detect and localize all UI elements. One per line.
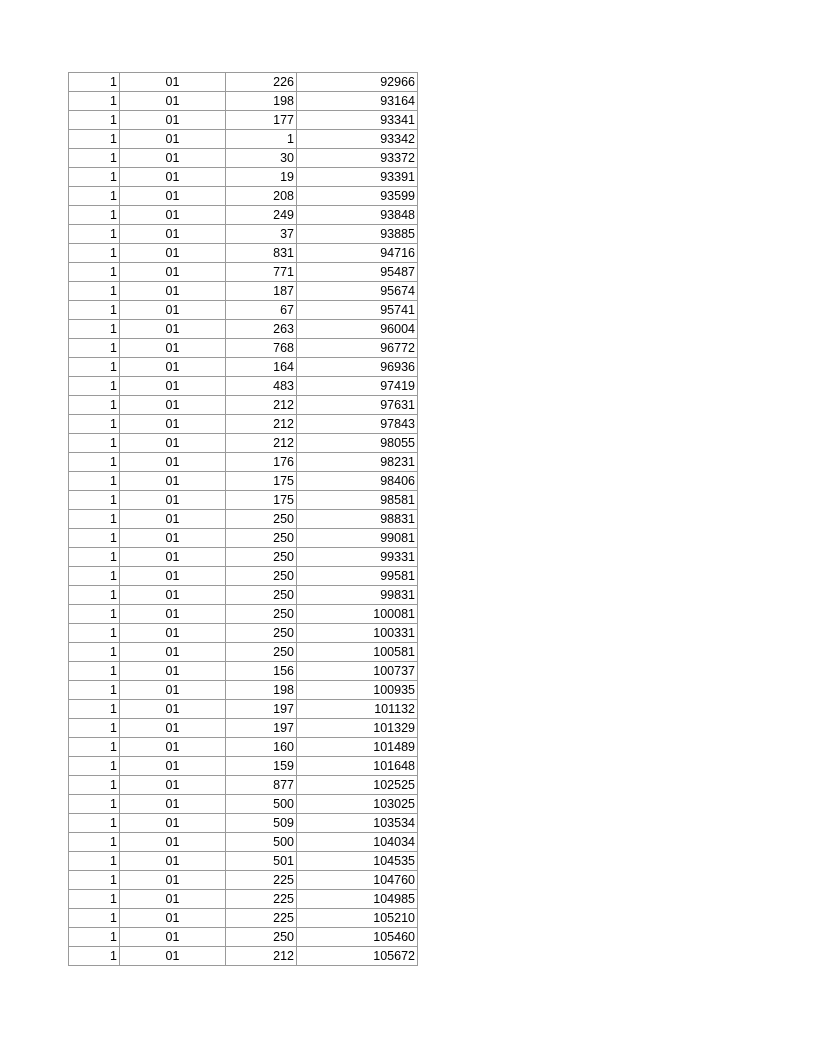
table-row xyxy=(69,586,418,605)
table-cell-col-c: 37 xyxy=(226,225,297,244)
table-cell-col-a: 1 xyxy=(69,187,120,206)
table-cell-col-d: 92966 xyxy=(297,73,418,92)
table-cell-col-c: 501 xyxy=(226,852,297,871)
table-cell-col-c: 483 xyxy=(226,377,297,396)
table-cell-col-d: 102525 xyxy=(297,776,418,795)
table-cell-col-d: 103534 xyxy=(297,814,418,833)
table-cell-col-c: 225 xyxy=(226,890,297,909)
table-cell-col-c: 250 xyxy=(226,605,297,624)
table-cell-col-b: 01 xyxy=(120,168,226,187)
table-cell-col-a: 1 xyxy=(69,643,120,662)
table-cell-col-d: 99831 xyxy=(297,586,418,605)
table-cell-col-c: 250 xyxy=(226,586,297,605)
table-cell-col-c: 250 xyxy=(226,548,297,567)
table-cell-col-d: 105672 xyxy=(297,947,418,966)
table-cell-col-d: 100935 xyxy=(297,681,418,700)
table-cell-col-d: 100081 xyxy=(297,605,418,624)
table-cell-col-a: 1 xyxy=(69,662,120,681)
table-cell-col-c: 176 xyxy=(226,453,297,472)
table-cell-col-d: 101489 xyxy=(297,738,418,757)
table-cell-col-a: 1 xyxy=(69,396,120,415)
table-cell-col-b: 01 xyxy=(120,301,226,320)
table-cell-col-b: 01 xyxy=(120,282,226,301)
table-row xyxy=(69,890,418,909)
table-cell-col-b: 01 xyxy=(120,586,226,605)
table-cell-col-b: 01 xyxy=(120,225,226,244)
table-cell-col-a: 1 xyxy=(69,681,120,700)
table-cell-col-b: 01 xyxy=(120,909,226,928)
table-cell-col-a: 1 xyxy=(69,320,120,339)
table-cell-col-c: 30 xyxy=(226,149,297,168)
table-cell-col-b: 01 xyxy=(120,852,226,871)
table-cell-col-c: 212 xyxy=(226,415,297,434)
table-cell-col-a: 1 xyxy=(69,586,120,605)
table-body xyxy=(69,73,418,966)
table-row xyxy=(69,111,418,130)
table-cell-col-b: 01 xyxy=(120,130,226,149)
table-row xyxy=(69,225,418,244)
table-row xyxy=(69,339,418,358)
table-cell-col-b: 01 xyxy=(120,776,226,795)
table-cell-col-b: 01 xyxy=(120,548,226,567)
table-row xyxy=(69,472,418,491)
table-cell-col-d: 97419 xyxy=(297,377,418,396)
table-cell-col-a: 1 xyxy=(69,491,120,510)
table-cell-col-b: 01 xyxy=(120,472,226,491)
table-cell-col-a: 1 xyxy=(69,947,120,966)
table-cell-col-d: 103025 xyxy=(297,795,418,814)
table-cell-col-b: 01 xyxy=(120,890,226,909)
table-cell-col-b: 01 xyxy=(120,662,226,681)
table-cell-col-a: 1 xyxy=(69,871,120,890)
table-cell-col-d: 93599 xyxy=(297,187,418,206)
table-cell-col-a: 1 xyxy=(69,92,120,111)
table-cell-col-c: 225 xyxy=(226,909,297,928)
table-cell-col-c: 175 xyxy=(226,472,297,491)
table-cell-col-b: 01 xyxy=(120,92,226,111)
table-cell-col-a: 1 xyxy=(69,605,120,624)
table-cell-col-d: 104034 xyxy=(297,833,418,852)
table-cell-col-c: 250 xyxy=(226,643,297,662)
table-cell-col-b: 01 xyxy=(120,434,226,453)
table-cell-col-b: 01 xyxy=(120,643,226,662)
table-cell-col-a: 1 xyxy=(69,472,120,491)
table-cell-col-a: 1 xyxy=(69,719,120,738)
table-cell-col-d: 101329 xyxy=(297,719,418,738)
table-cell-col-c: 509 xyxy=(226,814,297,833)
table-cell-col-b: 01 xyxy=(120,871,226,890)
table-cell-col-b: 01 xyxy=(120,814,226,833)
table-cell-col-c: 197 xyxy=(226,700,297,719)
table-cell-col-b: 01 xyxy=(120,377,226,396)
table-cell-col-a: 1 xyxy=(69,415,120,434)
table-cell-col-c: 67 xyxy=(226,301,297,320)
table-cell-col-b: 01 xyxy=(120,795,226,814)
table-cell-col-b: 01 xyxy=(120,624,226,643)
table-row xyxy=(69,187,418,206)
table-cell-col-d: 96936 xyxy=(297,358,418,377)
table-row xyxy=(69,263,418,282)
table-cell-col-b: 01 xyxy=(120,358,226,377)
table-row xyxy=(69,529,418,548)
table-cell-col-a: 1 xyxy=(69,282,120,301)
table-cell-col-b: 01 xyxy=(120,681,226,700)
table-row xyxy=(69,567,418,586)
table-cell-col-a: 1 xyxy=(69,833,120,852)
table-cell-col-a: 1 xyxy=(69,301,120,320)
table-row xyxy=(69,73,418,92)
table-row xyxy=(69,814,418,833)
table-cell-col-c: 160 xyxy=(226,738,297,757)
table-cell-col-d: 100331 xyxy=(297,624,418,643)
table-cell-col-d: 101648 xyxy=(297,757,418,776)
table-cell-col-b: 01 xyxy=(120,263,226,282)
table-row xyxy=(69,510,418,529)
table-row xyxy=(69,282,418,301)
table-cell-col-d: 101132 xyxy=(297,700,418,719)
table-cell-col-c: 250 xyxy=(226,510,297,529)
table-cell-col-b: 01 xyxy=(120,339,226,358)
table-row xyxy=(69,168,418,187)
table-cell-col-d: 93391 xyxy=(297,168,418,187)
table-row xyxy=(69,244,418,263)
table-cell-col-d: 104535 xyxy=(297,852,418,871)
table-cell-col-d: 95741 xyxy=(297,301,418,320)
table-row xyxy=(69,396,418,415)
table-cell-col-b: 01 xyxy=(120,833,226,852)
table-cell-col-d: 94716 xyxy=(297,244,418,263)
table-cell-col-d: 99581 xyxy=(297,567,418,586)
table-cell-col-d: 97631 xyxy=(297,396,418,415)
table-cell-col-b: 01 xyxy=(120,206,226,225)
table-cell-col-d: 93164 xyxy=(297,92,418,111)
table-cell-col-a: 1 xyxy=(69,168,120,187)
table-cell-col-b: 01 xyxy=(120,73,226,92)
table-cell-col-c: 250 xyxy=(226,529,297,548)
table-row xyxy=(69,320,418,339)
table-cell-col-c: 263 xyxy=(226,320,297,339)
table-cell-col-c: 212 xyxy=(226,947,297,966)
table-cell-col-d: 104760 xyxy=(297,871,418,890)
table-cell-col-c: 250 xyxy=(226,928,297,947)
table-row xyxy=(69,358,418,377)
table-cell-col-d: 105460 xyxy=(297,928,418,947)
table-cell-col-a: 1 xyxy=(69,814,120,833)
table-cell-col-a: 1 xyxy=(69,453,120,472)
table-cell-col-d: 105210 xyxy=(297,909,418,928)
table-cell-col-d: 96772 xyxy=(297,339,418,358)
table-cell-col-b: 01 xyxy=(120,491,226,510)
table-cell-col-a: 1 xyxy=(69,130,120,149)
table-row xyxy=(69,624,418,643)
table-row xyxy=(69,149,418,168)
table-row xyxy=(69,662,418,681)
table-cell-col-a: 1 xyxy=(69,434,120,453)
table-row xyxy=(69,643,418,662)
table-cell-col-b: 01 xyxy=(120,244,226,263)
table-cell-col-c: 1 xyxy=(226,130,297,149)
table-cell-col-d: 99331 xyxy=(297,548,418,567)
table-row xyxy=(69,681,418,700)
table-cell-col-b: 01 xyxy=(120,928,226,947)
table-cell-col-b: 01 xyxy=(120,567,226,586)
table-cell-col-b: 01 xyxy=(120,415,226,434)
table-row xyxy=(69,206,418,225)
table-cell-col-a: 1 xyxy=(69,206,120,225)
table-row xyxy=(69,871,418,890)
table-cell-col-c: 164 xyxy=(226,358,297,377)
table-cell-col-a: 1 xyxy=(69,73,120,92)
table-row xyxy=(69,833,418,852)
table-cell-col-a: 1 xyxy=(69,757,120,776)
table-cell-col-a: 1 xyxy=(69,700,120,719)
table-cell-col-d: 98831 xyxy=(297,510,418,529)
table-row xyxy=(69,491,418,510)
table-cell-col-a: 1 xyxy=(69,567,120,586)
table-cell-col-b: 01 xyxy=(120,700,226,719)
table-row xyxy=(69,757,418,776)
table-row xyxy=(69,130,418,149)
table-cell-col-d: 93342 xyxy=(297,130,418,149)
table-cell-col-c: 159 xyxy=(226,757,297,776)
table-row xyxy=(69,852,418,871)
table-row xyxy=(69,377,418,396)
table-cell-col-d: 93372 xyxy=(297,149,418,168)
table-cell-col-c: 768 xyxy=(226,339,297,358)
table-row xyxy=(69,434,418,453)
table-cell-col-b: 01 xyxy=(120,947,226,966)
table-cell-col-c: 212 xyxy=(226,434,297,453)
table-cell-col-b: 01 xyxy=(120,320,226,339)
table-cell-col-a: 1 xyxy=(69,244,120,263)
table-cell-col-c: 226 xyxy=(226,73,297,92)
table-row xyxy=(69,453,418,472)
table-cell-col-a: 1 xyxy=(69,624,120,643)
table-cell-col-a: 1 xyxy=(69,529,120,548)
table-cell-col-d: 98581 xyxy=(297,491,418,510)
table-cell-col-a: 1 xyxy=(69,377,120,396)
table-cell-col-b: 01 xyxy=(120,111,226,130)
table-cell-col-c: 225 xyxy=(226,871,297,890)
table-row xyxy=(69,301,418,320)
table-cell-col-b: 01 xyxy=(120,605,226,624)
table-row xyxy=(69,719,418,738)
table-cell-col-d: 96004 xyxy=(297,320,418,339)
table-cell-col-d: 98406 xyxy=(297,472,418,491)
table-cell-col-a: 1 xyxy=(69,263,120,282)
table-cell-col-a: 1 xyxy=(69,510,120,529)
table-cell-col-a: 1 xyxy=(69,111,120,130)
table-cell-col-c: 250 xyxy=(226,567,297,586)
table-cell-col-a: 1 xyxy=(69,738,120,757)
table-cell-col-c: 771 xyxy=(226,263,297,282)
table-cell-col-a: 1 xyxy=(69,928,120,947)
table-cell-col-c: 500 xyxy=(226,833,297,852)
table-cell-col-d: 95487 xyxy=(297,263,418,282)
table-cell-col-b: 01 xyxy=(120,453,226,472)
table-cell-col-b: 01 xyxy=(120,757,226,776)
table-cell-col-a: 1 xyxy=(69,776,120,795)
table-cell-col-b: 01 xyxy=(120,396,226,415)
table-cell-col-c: 198 xyxy=(226,92,297,111)
table-row xyxy=(69,605,418,624)
table-cell-col-c: 208 xyxy=(226,187,297,206)
table-cell-col-d: 104985 xyxy=(297,890,418,909)
table-cell-col-c: 175 xyxy=(226,491,297,510)
table-row xyxy=(69,738,418,757)
table-row xyxy=(69,415,418,434)
table-cell-col-c: 187 xyxy=(226,282,297,301)
table-row xyxy=(69,795,418,814)
table-cell-col-c: 156 xyxy=(226,662,297,681)
table-row xyxy=(69,548,418,567)
table-row xyxy=(69,700,418,719)
table-cell-col-a: 1 xyxy=(69,339,120,358)
table-cell-col-d: 93341 xyxy=(297,111,418,130)
table-cell-col-d: 97843 xyxy=(297,415,418,434)
table-row xyxy=(69,909,418,928)
table-cell-col-c: 177 xyxy=(226,111,297,130)
table-cell-col-d: 98055 xyxy=(297,434,418,453)
table-cell-col-d: 93848 xyxy=(297,206,418,225)
table-cell-col-b: 01 xyxy=(120,187,226,206)
data-table xyxy=(68,72,418,966)
table-cell-col-c: 249 xyxy=(226,206,297,225)
table-row xyxy=(69,947,418,966)
table-cell-col-c: 19 xyxy=(226,168,297,187)
table-cell-col-c: 197 xyxy=(226,719,297,738)
table-row xyxy=(69,776,418,795)
table-cell-col-b: 01 xyxy=(120,510,226,529)
table-cell-col-d: 95674 xyxy=(297,282,418,301)
table-cell-col-a: 1 xyxy=(69,548,120,567)
table-cell-col-a: 1 xyxy=(69,909,120,928)
table-cell-col-c: 212 xyxy=(226,396,297,415)
table-cell-col-b: 01 xyxy=(120,149,226,168)
table-row xyxy=(69,92,418,111)
table-cell-col-c: 250 xyxy=(226,624,297,643)
table-cell-col-c: 877 xyxy=(226,776,297,795)
table-cell-col-a: 1 xyxy=(69,358,120,377)
table-row xyxy=(69,928,418,947)
table-cell-col-b: 01 xyxy=(120,529,226,548)
table-cell-col-d: 93885 xyxy=(297,225,418,244)
table-cell-col-a: 1 xyxy=(69,225,120,244)
table-cell-col-c: 500 xyxy=(226,795,297,814)
table-cell-col-c: 198 xyxy=(226,681,297,700)
table-cell-col-d: 99081 xyxy=(297,529,418,548)
table-cell-col-a: 1 xyxy=(69,149,120,168)
table-cell-col-a: 1 xyxy=(69,795,120,814)
table-cell-col-b: 01 xyxy=(120,719,226,738)
table-cell-col-d: 98231 xyxy=(297,453,418,472)
table-cell-col-d: 100737 xyxy=(297,662,418,681)
table-cell-col-a: 1 xyxy=(69,852,120,871)
table-cell-col-b: 01 xyxy=(120,738,226,757)
table-cell-col-c: 831 xyxy=(226,244,297,263)
table-cell-col-a: 1 xyxy=(69,890,120,909)
table-cell-col-d: 100581 xyxy=(297,643,418,662)
